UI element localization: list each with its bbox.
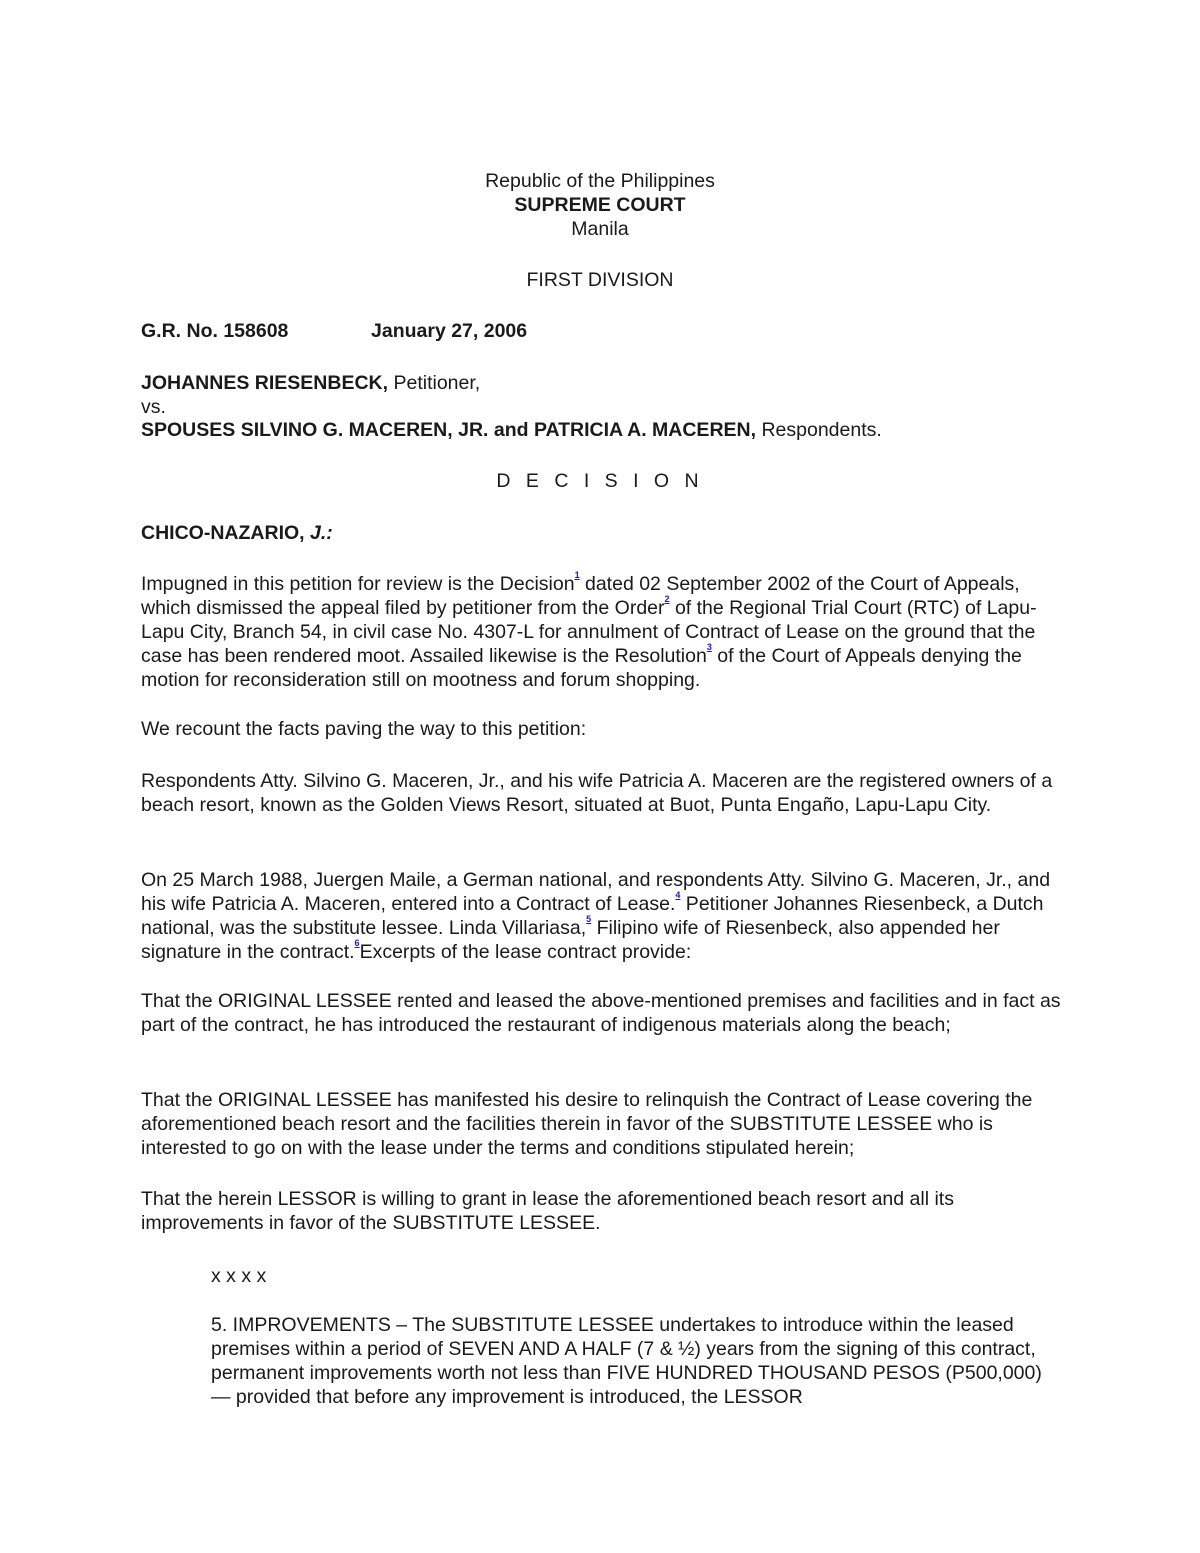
- case-date: January 27, 2006: [371, 320, 528, 342]
- petitioner-name: JOHANNES RIESENBECK,: [141, 372, 389, 394]
- petitioner-line: [141, 371, 1061, 395]
- paragraph-5: That the ORIGINAL LESSEE rented and leased the above-mentioned premises and facilities and in fact as part of the contract, he has introduced the restaurant of indigenous materials along the beach;: [141, 990, 1061, 1036]
- ponente-name: CHICO-NAZARIO,: [141, 522, 310, 544]
- petitioner-role: Petitioner,: [388, 372, 481, 394]
- paragraph-1-text-d: of the Court of Appeals denying the motion for reconsideration still on mootness and forum shopping.: [141, 645, 1022, 691]
- respondents-line: [141, 418, 1061, 442]
- paragraph-4-text-a: On 25 March 1988, Juergen Maile, a German national, and respondents Atty. Silvino G. Maceren, Jr., and his wife Patricia A. Maceren, entered into a Contract of Lease.: [141, 869, 1051, 915]
- republic-line: Republic of the Philippines: [485, 170, 715, 192]
- ponente-title: J.:: [310, 522, 333, 544]
- gr-number: G.R. No. 158608: [141, 320, 289, 342]
- paragraph-7: That the herein LESSOR is willing to grant in lease the aforementioned beach resort and all its improvements in favor of the SUBSTITUTE LESSEE.: [141, 1188, 954, 1234]
- court-name: [0, 193, 1200, 217]
- city-line: Manila: [571, 218, 629, 240]
- omission-marker: x x x x: [211, 1265, 267, 1287]
- respondents-name: SPOUSES SILVINO G. MACEREN, JR. and PATRICIA A. MACEREN,: [141, 419, 757, 441]
- paragraph-4: [141, 868, 1061, 964]
- case-number-line: [141, 319, 1061, 343]
- respondents-role: Respondents.: [756, 419, 882, 441]
- footnote-link-4[interactable]: 4: [675, 890, 681, 900]
- paragraph-1-text-a: Impugned in this petition for review is the Decision: [141, 573, 575, 595]
- decision-heading: D E C I S I O N: [496, 470, 704, 492]
- footnote-link-1[interactable]: 1: [574, 570, 580, 580]
- versus-line: vs.: [141, 396, 166, 418]
- footnote-link-2[interactable]: 2: [664, 594, 670, 604]
- paragraph-3: Respondents Atty. Silvino G. Maceren, Jr., and his wife Patricia A. Maceren are the registered owners of a beach resort, known as the Golden Views Resort, situated at Buot, Punta Engaño, Lapu-Lapu City.: [141, 770, 1053, 816]
- paragraph-8: 5. IMPROVEMENTS – The SUBSTITUTE LESSEE undertakes to introduce within the leased premises within a period of SEVEN AND A HALF (7 & ½) years from the signing of this contract, permanent improvements worth not less than FIVE HUNDRED THOUSAND PESOS (P500,000) — provided that before any improvement is introduced, the LESSOR: [211, 1314, 1042, 1408]
- paragraph-1-text-b: dated 02 September 2002 of the Court of Appeals, which dismissed the appeal filed by petitioner from the Order: [141, 573, 1020, 619]
- footnote-link-3[interactable]: 3: [706, 642, 712, 652]
- paragraph-4-text-c: Filipino wife of Riesenbeck, also appended her signature in the contract.: [141, 917, 1000, 963]
- division-line: FIRST DIVISION: [526, 269, 674, 291]
- paragraph-2: We recount the facts paving the way to this petition:: [141, 718, 587, 740]
- ponente-line: [141, 521, 1061, 545]
- footnote-link-6[interactable]: 6: [354, 938, 360, 948]
- paragraph-1-text-c: of the Regional Trial Court (RTC) of Lapu-Lapu City, Branch 54, in civil case No. 4307-L for annulment of Contract of Lease on the ground that the case has been rendered moot. Assailed likewise is the Resolution: [141, 597, 1037, 667]
- paragraph-6: That the ORIGINAL LESSEE has manifested his desire to relinquish the Contract of Lease covering the aforementioned beach resort and the facilities therein in favor of the SUBSTITUTE LESSEE who is interested to go on with the lease under the terms and conditions stipulated herein;: [141, 1089, 1033, 1159]
- court-name-text: SUPREME COURT: [514, 194, 686, 216]
- paragraph-1: [141, 572, 1061, 692]
- paragraph-4-text-b: Petitioner Johannes Riesenbeck, a Dutch national, was the substitute lessee. Linda Villariasa,: [141, 893, 1044, 939]
- footnote-link-5[interactable]: 5: [586, 914, 592, 924]
- paragraph-4-text-d: Excerpts of the lease contract provide:: [359, 941, 692, 963]
